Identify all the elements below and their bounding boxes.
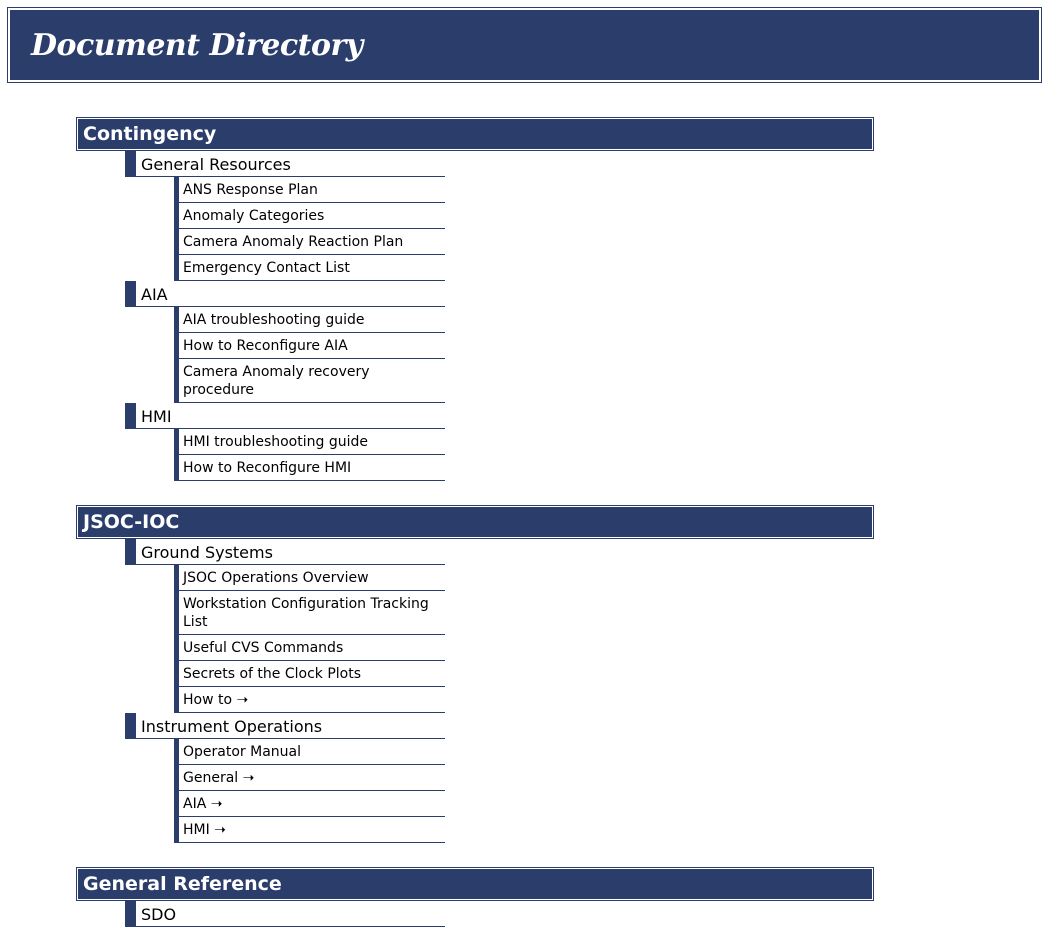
group-title: Instrument Operations xyxy=(125,713,445,739)
doc-link[interactable]: ANS Response Plan xyxy=(174,177,445,203)
section-header xyxy=(76,505,874,539)
group-hmi xyxy=(125,403,874,481)
section-title: General Reference xyxy=(78,869,872,899)
doc-link[interactable]: Secrets of the Clock Plots xyxy=(174,661,445,687)
page-title: Document Directory xyxy=(31,27,363,63)
section-contingency xyxy=(76,117,874,481)
document-directory xyxy=(76,117,874,951)
doc-link[interactable]: Anomaly Categories xyxy=(174,203,445,229)
doc-link[interactable]: Operator Manual xyxy=(174,739,445,765)
link-list xyxy=(174,307,445,403)
section-general-reference xyxy=(76,867,874,927)
doc-link[interactable]: How to Reconfigure AIA xyxy=(174,333,445,359)
submenu-link[interactable]: HMI ➝ xyxy=(174,817,445,843)
section-title: Contingency xyxy=(78,119,872,149)
doc-link[interactable]: Camera Anomaly Reaction Plan xyxy=(174,229,445,255)
submenu-link[interactable]: How to ➝ xyxy=(174,687,445,713)
section-header xyxy=(76,867,874,901)
link-list xyxy=(174,739,445,843)
section-header xyxy=(76,117,874,151)
link-list xyxy=(174,177,445,281)
section-jsoc-ioc xyxy=(76,505,874,843)
doc-link[interactable]: HMI troubleshooting guide xyxy=(174,429,445,455)
doc-link[interactable]: Useful CVS Commands xyxy=(174,635,445,661)
group-instrument-operations xyxy=(125,713,874,843)
doc-link[interactable]: Workstation Configuration Tracking List xyxy=(174,591,445,635)
group-aia xyxy=(125,281,874,403)
submenu-link[interactable]: General ➝ xyxy=(174,765,445,791)
doc-link[interactable]: Camera Anomaly recovery procedure xyxy=(174,359,445,403)
doc-link[interactable]: How to Reconfigure HMI xyxy=(174,455,445,481)
group-title: SDO xyxy=(125,901,445,927)
group-general-resources xyxy=(125,151,874,281)
page-banner xyxy=(7,7,1042,83)
doc-link[interactable]: Emergency Contact List xyxy=(174,255,445,281)
group-title: AIA xyxy=(125,281,445,307)
doc-link[interactable]: AIA troubleshooting guide xyxy=(174,307,445,333)
section-title: JSOC-IOC xyxy=(78,507,872,537)
banner-background xyxy=(10,10,1039,80)
group-title: Ground Systems xyxy=(125,539,445,565)
group-title: HMI xyxy=(125,403,445,429)
doc-link[interactable]: JSOC Operations Overview xyxy=(174,565,445,591)
group-sdo xyxy=(125,901,874,927)
group-title: General Resources xyxy=(125,151,445,177)
submenu-link[interactable]: AIA ➝ xyxy=(174,791,445,817)
link-list xyxy=(174,565,445,713)
link-list xyxy=(174,429,445,481)
group-ground-systems xyxy=(125,539,874,713)
